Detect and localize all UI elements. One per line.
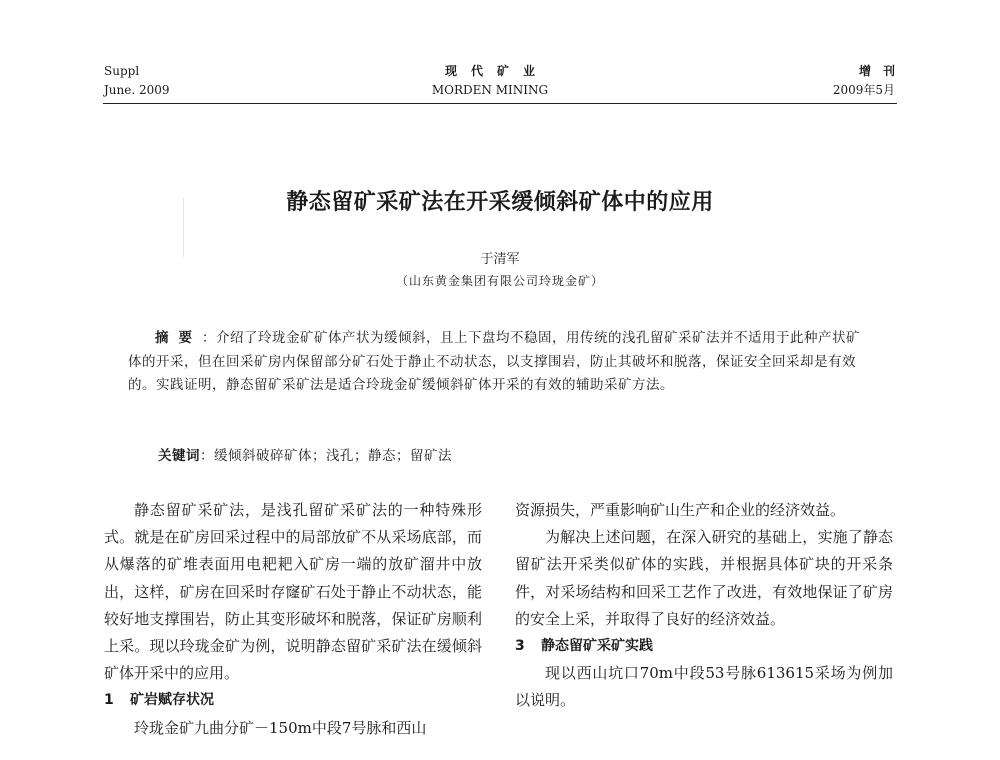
right-column (515, 497, 893, 715)
journal-name-cn: 现代矿业 (444, 64, 549, 78)
section-title: 静态留矿采矿实践 (541, 638, 653, 655)
keywords-label: 关键词 (158, 448, 200, 464)
body-paragraph: 为解决上述问题，在深入研究的基础上，实施了静态留矿法开采类似矿体的实践，并根据具体矿块的开采条件，对采场结构和回采工艺作了改进，有效地保证了矿房的安全上采，并取得了良好的经济效益。 (515, 528, 893, 628)
abstract-paragraph (128, 327, 872, 398)
abstract-text: ：介绍了玲珑金矿矿体产状为缓倾斜，且上下盘均不稳固，用传统的浅孔留矿采矿法并不适用于此种产状矿体的开采，但在回采矿房内保留部分矿石处于静止不动状态，以支撑围岩，防止其破坏和脱落，保证安全回采却是有效的。实践证明，静态留矿采矿法是适合玲珑金矿缓倾斜矿体开采的有效的辅助采矿方法。 (128, 330, 860, 393)
section-number: 3 (515, 638, 525, 655)
header-date-cn: 2009年5月 (832, 83, 895, 97)
abstract (128, 327, 872, 398)
body-paragraph: 资源损失，严重影响矿山生产和企业的经济效益。 (515, 501, 846, 519)
section-heading (515, 633, 893, 660)
article-title: 静态留矿采矿法在开采缓倾斜矿体中的应用 (286, 190, 714, 215)
header-left (104, 62, 170, 100)
section-heading (104, 687, 482, 714)
author-name: 于清军 (480, 252, 520, 267)
keywords-text: ：缓倾斜破碎矿体；浅孔；静态；留矿法 (200, 448, 452, 464)
abstract-label: 摘要 (155, 330, 202, 346)
header-center (380, 62, 600, 100)
header-divider (103, 103, 897, 104)
journal-name-en: MORDEN MINING (431, 83, 549, 97)
header-suppl-cn: 增刊 (858, 64, 907, 78)
header-suppl: Suppl (104, 64, 140, 78)
left-column (104, 497, 482, 742)
header-date-en: June. 2009 (104, 83, 170, 97)
section-title: 矿岩赋存状况 (130, 692, 214, 709)
body-paragraph: 玲珑金矿九曲分矿－150m中段7号脉和西山 (134, 718, 427, 737)
header-right (832, 62, 907, 100)
section-number: 1 (104, 692, 114, 709)
author-affiliation: （山东黄金集团有限公司玲珑金矿） (395, 274, 604, 288)
keywords (158, 444, 452, 464)
body-paragraph: 现以西山坑口70m中段53号脉613615采场为例加以说明。 (515, 664, 893, 710)
body-paragraph: 静态留矿采矿法，是浅孔留矿采矿法的一种特殊形式。就是在矿房回采过程中的局部放矿不从采场底部，而从爆落的矿堆表面用电耙耙入矿房一端的放矿溜井中放出，这样，矿房在回采时存窿矿石处于静止不动状态，能较好地支撑围岩，防止其变形破坏和脱落，保证矿房顺利上采。现以玲珑金矿为例，说明静态留矿采矿法在缓倾斜矿体开采中的应用。 (104, 501, 482, 683)
